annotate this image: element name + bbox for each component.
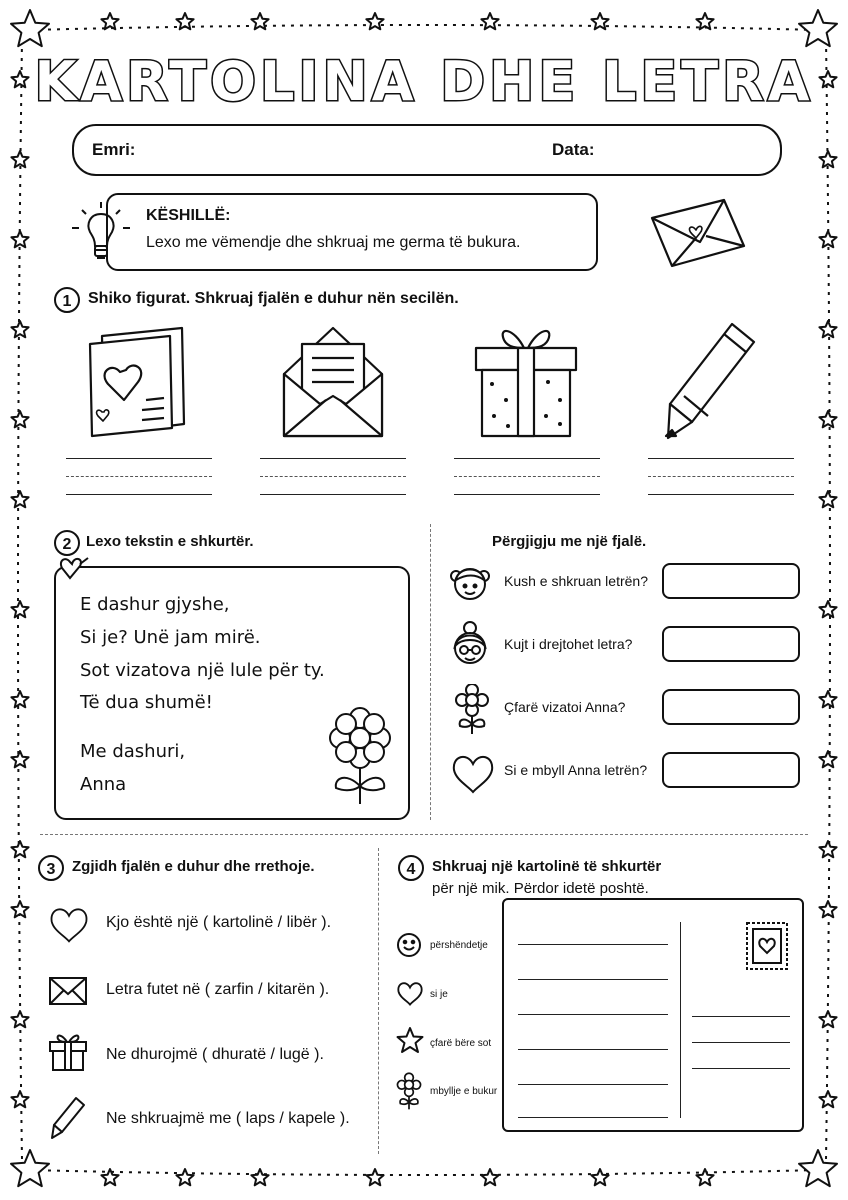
choice-option[interactable]: dhuratë [211,1046,267,1063]
section-2-instruction: Lexo tekstin e shkurtër. [86,533,254,550]
question: Kush e shkruan letrën? [504,573,648,589]
answer-lines-pencil[interactable] [648,446,794,500]
section-4-instruction: Shkruaj një kartolinë të shkurtër [432,858,662,875]
letter-line: Anna [80,774,127,795]
border-star [251,1169,268,1185]
date-label: Data: [552,140,595,159]
border-star [176,13,193,29]
border-star [11,1011,28,1027]
section-4-instruction-2: për një mik. Përdor idetë poshtë. [432,880,649,897]
question: Kujt i drejtohet letra? [504,636,633,652]
choice-sentence: Letra futet në ( zarfin / kitarën ). [106,981,330,998]
border-star [251,13,268,29]
border-star [366,1169,383,1185]
choice-sentence: Kjo është një ( kartolinë / libër ). [106,914,332,931]
choice-sentence: Ne shkruajmë me ( laps / kapele ). [106,1110,350,1127]
answers-heading: Përgjigju me një fjalë. [492,533,647,550]
section-3-instruction: Zgjidh fjalën e duhur dhe rrethoje. [72,858,315,875]
border-star [11,1150,49,1186]
question: Çfarë vizatoi Anna? [504,699,626,715]
letter-line: Me dashuri, [80,741,186,762]
tip-box [106,193,598,271]
heart-envelope-icon [648,196,748,272]
letter-line: Sot vizatova një lule për ty. [80,660,325,681]
section-1-number: 1 [54,287,80,313]
stamp-icon [744,920,790,972]
letter-line: Të dua shumë! [80,692,213,713]
pencil-icon [50,1096,86,1140]
answer-box[interactable] [662,689,800,725]
question: Si e mbyll Anna letrën? [504,762,648,778]
small-flower-icon [454,684,490,736]
border-star [366,13,383,29]
heart-doodle-icon [56,554,90,584]
border-star [481,13,498,29]
heart-icon [396,980,424,1006]
smiley-icon [396,932,422,958]
border-star [11,231,28,247]
border-star [481,1169,498,1185]
border-star [176,1169,193,1185]
section-2-number: 2 [54,530,80,556]
border-star [11,10,49,46]
envelope-icon [280,324,386,440]
choice-option[interactable]: kapele [288,1110,336,1127]
border-star [101,13,118,29]
answer-lines-card[interactable] [66,446,212,500]
border-star [819,321,836,337]
pencil-icon [664,318,758,442]
answer-lines-gift[interactable] [454,446,600,500]
border-star [11,901,28,917]
flower-icon [326,706,394,806]
answer-lines-envelope[interactable] [260,446,406,500]
border-star [819,751,836,767]
choice-option[interactable]: kartolinë [212,914,274,931]
grandma-face-icon [450,620,490,670]
border-star [11,751,28,767]
border-star [11,841,28,857]
small-flower-icon [396,1072,422,1112]
border-star [819,901,836,917]
tip-heading: KËSHILLË: [146,207,231,224]
border-star [819,1091,836,1107]
border-star [11,411,28,427]
heart-icon [48,904,90,944]
girl-face-icon [450,560,490,604]
border-star [11,1091,28,1107]
border-star [696,13,713,29]
choice-option[interactable]: libër [286,914,317,931]
section-4-number: 4 [398,855,424,881]
border-star [696,1169,713,1185]
border-star [799,1150,837,1186]
choice-option[interactable]: lugë [279,1046,310,1063]
choice-option[interactable]: zarfin [214,981,254,998]
border-star [591,1169,608,1185]
letter-line: E dashur gjyshe, [80,594,230,615]
border-star [799,10,837,46]
section-1-instruction: Shiko figurat. Shkruaj fjalën e duhur nën secilën. [88,290,459,307]
name-label: Emri: [92,140,136,159]
border-star [819,691,836,707]
border-star [11,321,28,337]
idea-label: si je [430,989,448,1000]
border-star [11,691,28,707]
page-title: KARTOLINA DHE LETRA [34,50,814,113]
idea-label: mbyllje e bukur [430,1086,498,1097]
gift-icon [48,1032,88,1072]
choice-option[interactable]: laps [245,1110,275,1127]
answer-box[interactable] [662,563,800,599]
border-star [819,1011,836,1027]
border-star [819,411,836,427]
border-star [11,491,28,507]
envelope-icon [48,976,88,1006]
idea-label: përshëndetje [430,940,488,951]
border-star [819,601,836,617]
border-star [11,601,28,617]
border-star [819,231,836,247]
answer-box[interactable] [662,752,800,788]
border-star [819,841,836,857]
section-3-number: 3 [38,855,64,881]
border-star [819,491,836,507]
border-star [819,151,836,167]
border-star [11,151,28,167]
gift-icon [470,320,582,440]
star-icon [396,1026,424,1054]
idea-label: çfarë bëre sot [430,1038,492,1049]
choice-sentence: Ne dhurojmë ( dhuratë / lugë ). [106,1046,324,1063]
letter-line: Si je? Unë jam mirë. [80,627,261,648]
choice-option[interactable]: kitarën [266,981,316,998]
name-date-bar [72,124,782,176]
card-icon [86,324,192,440]
tip-text: Lexo me vëmendje dhe shkruaj me germa të bukura. [146,234,521,251]
heart-icon [450,752,496,794]
answer-box[interactable] [662,626,800,662]
